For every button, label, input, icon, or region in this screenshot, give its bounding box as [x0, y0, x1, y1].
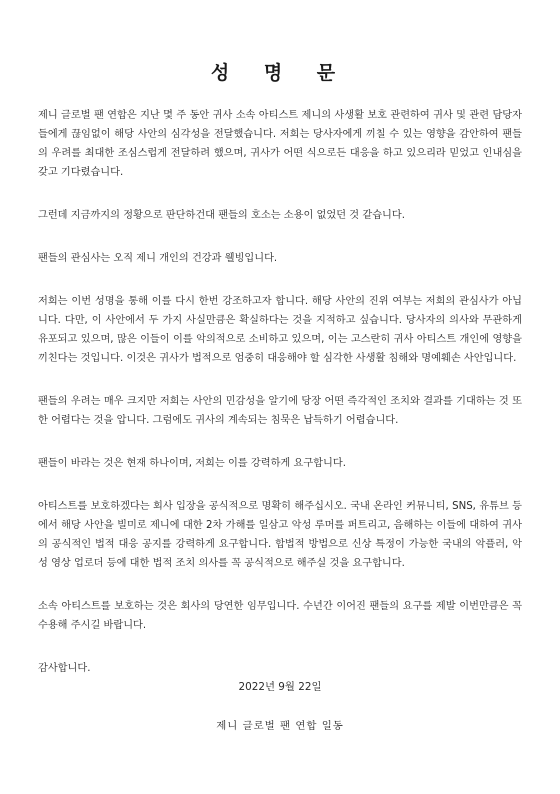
statement-date: 2022년 9월 22일 — [238, 681, 322, 693]
paragraph-appeal-unheard: 그런데 지금까지의 정황으로 판단하건대 팬들의 호소는 소용이 없었던 것 같습니다. — [38, 210, 405, 221]
paragraph-demand-intro: 팬들이 바라는 것은 현재 하나이며, 저희는 이를 강력하게 요구합니다. — [38, 458, 346, 469]
paragraph-fan-concern: 팬들의 관심사는 오직 제니 개인의 건강과 웰빙입니다. — [38, 253, 278, 264]
paragraph-thanks: 감사합니다. — [38, 663, 91, 674]
page-title: 성 명 문 — [210, 62, 350, 84]
statement-signature: 제니 글로벌 팬 연합 일동 — [216, 720, 344, 732]
paragraph-intro: 제니 글로벌 팬 연합은 지난 몇 주 동안 귀사 소속 아티스트 제니의 사생활 보호 관련하여 귀사 및 관련 담당자들에게 끊임없이 해당 사안의 심각성을 전달했습니다. 저희는 당사자에게 끼칠 수 있는 영향을 감안하여 팬들의 우려를 최대한 조심스럽게 전달하려 했으며, 귀사가 어떤 식으로든 대응을 하고 있으리라 믿었고 인내심을 갖고 기다렸습니다. — [38, 110, 522, 178]
paragraph-two-facts: 저희는 이번 성명을 통해 이를 다시 한번 강조하고자 합니다. 해당 사안의 진위 여부는 저희의 관심사가 아닙니다. 다만, 이 사안에서 두 가지 사실만큼은 확실하다는 것을 지적하고 싶습니다. 당사자의 의사와 무관하게 유포되고 있으며, 많은 이들이 이를 악의적으로 소비하고 있으며, 이는 고스란히 귀사 아티스트 개인에 영향을 끼친다는 것입니다. 이것은 귀사가 법적으로 엄중히 대응해야 할 심각한 사생활 침해와 명예훼손 사안입니다. — [38, 296, 522, 364]
paragraph-silence: 팬들의 우려는 매우 크지만 저희는 사안의 민감성을 알기에 당장 어떤 즉각적인 조치와 결과를 기대하는 것 또한 어렵다는 것을 압니다. 그럼에도 귀사의 계속되는 침묵은 납득하기 어렵습니다. — [38, 396, 522, 426]
statement-body — [38, 106, 522, 702]
paragraph-demands: 아티스트를 보호하겠다는 회사 입장을 공식적으로 명확히 해주십시오. 국내 온라인 커뮤니티, SNS, 유튜브 등에서 해당 사안을 빌미로 제니에 대한 2차 가해를 일삼고 악성 루머를 퍼트리고, 음해하는 이들에 대하여 귀사의 공식적인 법적 대응 공지를 강력하게 요구합니다. 합법적 방법으로 신상 특정이 가능한 국내의 악플러, 악성 영상 업로더 등에 대한 법적 조치 의사를 꼭 공식적으로 해주실 것을 요구합니다. — [38, 501, 522, 569]
paragraph-closing: 소속 아티스트를 보호하는 것은 회사의 당연한 임무입니다. 수년간 이어진 팬들의 요구를 제발 이번만큼은 꼭 수용해 주시길 바랍니다. — [38, 601, 522, 631]
